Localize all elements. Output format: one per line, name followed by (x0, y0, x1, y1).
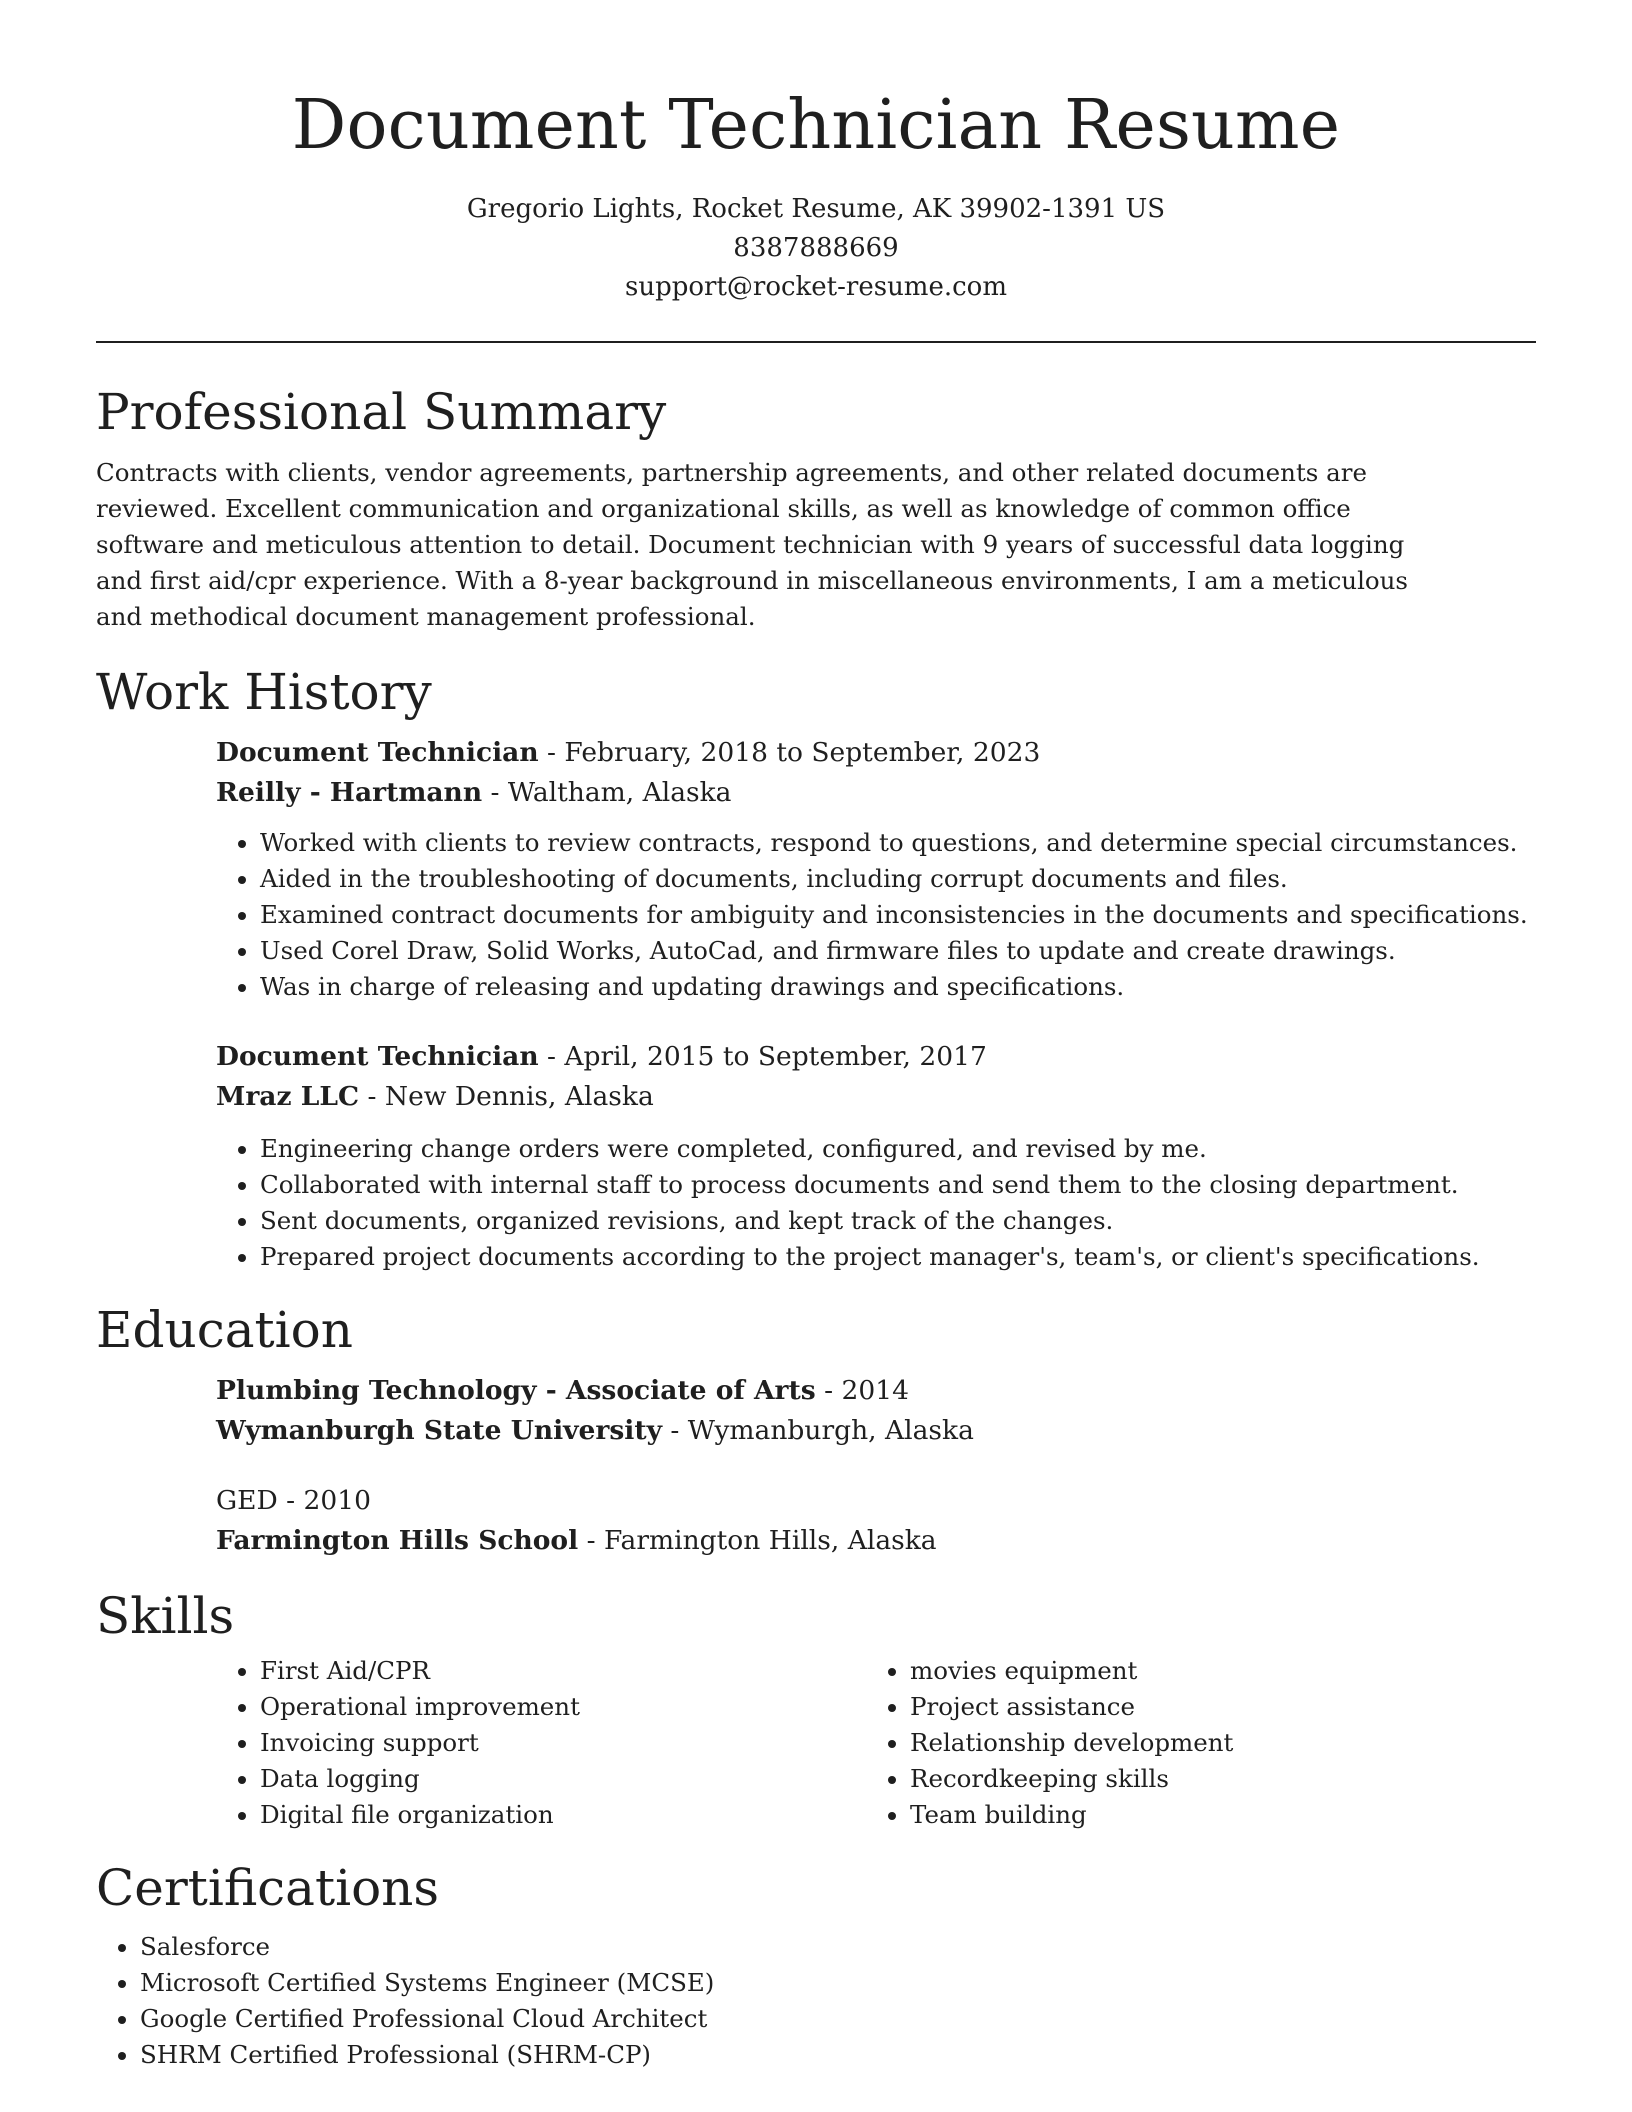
job-title: Document Technician (216, 1041, 539, 1072)
list-item: • SHRM Certified Professional (SHRM-CP) (140, 2037, 1536, 2073)
work-heading: Work History (96, 663, 432, 721)
list-item: • Salesforce (140, 1929, 1536, 1965)
certifications-list (96, 1929, 1536, 2073)
degree-year: GED - 2010 (216, 1485, 372, 1516)
resume-page (96, 0, 1536, 2073)
list-item: • Examined contract documents for ambiguity and inconsistencies in the documents and specifications. (260, 897, 1536, 933)
list-item: • Used Corel Draw, Solid Works, AutoCad, and firmware files to update and create drawings. (260, 933, 1536, 969)
list-item: • Data logging (260, 1761, 866, 1797)
list-item: • Recordkeeping skills (910, 1761, 1516, 1797)
list-item: • Digital file organization (260, 1797, 866, 1833)
list-item: • Prepared project documents according to the project manager's, team's, or client's specifications. (260, 1239, 1536, 1275)
job-title-line (216, 733, 1536, 773)
resume-title: Document Technician Resume (291, 86, 1341, 165)
job-company-line (216, 773, 1536, 813)
job-title: Document Technician (216, 737, 539, 768)
education-section (96, 1299, 1536, 1561)
list-item: • First Aid/CPR (260, 1653, 866, 1689)
list-item: • movies equipment (910, 1653, 1516, 1689)
skills-column-left (216, 1653, 866, 1833)
school-name: Farmington Hills School (216, 1525, 579, 1556)
list-item: • Project assistance (910, 1689, 1516, 1725)
job-bullets (216, 825, 1536, 1005)
list-item: • Operational improvement (260, 1689, 866, 1725)
skills-list-right (866, 1653, 1516, 1833)
contact-phone: 8387888669 (733, 233, 899, 263)
certifications-heading: Certifications (96, 1859, 440, 1917)
skills-heading: Skills (96, 1587, 235, 1645)
skills-column-right (866, 1653, 1516, 1833)
skills-section (96, 1585, 1536, 1833)
job-company: Mraz LLC (216, 1081, 360, 1112)
list-item: • Engineering change orders were completed, configured, and revised by me. (260, 1131, 1536, 1167)
skills-list-left (216, 1653, 866, 1833)
degree-name: Plumbing Technology - Associate of Arts (216, 1375, 816, 1406)
skills-grid (216, 1653, 1536, 1833)
job-title-line (216, 1037, 1536, 1077)
job-location: - Waltham, Alaska (482, 777, 732, 808)
contact-block (96, 190, 1536, 307)
list-item: • Was in charge of releasing and updating drawings and specifications. (260, 969, 1536, 1005)
list-item: • Worked with clients to review contracts, respond to questions, and determine special circumstances. (260, 825, 1536, 861)
school-line (216, 1411, 1536, 1451)
school-location: - Wymanburgh, Alaska (662, 1415, 974, 1446)
degree-line (216, 1481, 1536, 1521)
list-item: • Google Certified Professional Cloud Architect (140, 2001, 1536, 2037)
list-item: • Aided in the troubleshooting of documents, including corrupt documents and files. (260, 861, 1536, 897)
school-line (216, 1521, 1536, 1561)
resume-header (96, 0, 1536, 307)
certifications-section (96, 1857, 1536, 2073)
list-item: • Sent documents, organized revisions, and kept track of the changes. (260, 1203, 1536, 1239)
school-name: Wymanburgh State University (216, 1415, 662, 1446)
job-company-line (216, 1077, 1536, 1117)
education-entry (216, 1481, 1536, 1561)
list-item: • Team building (910, 1797, 1516, 1833)
list-item: • Relationship development (910, 1725, 1516, 1761)
degree-year: - 2014 (815, 1375, 909, 1406)
job-entry (216, 733, 1536, 1005)
job-bullets (216, 1131, 1536, 1275)
header-divider (96, 341, 1536, 343)
list-item: • Collaborated with internal staff to process documents and send them to the closing department. (260, 1167, 1536, 1203)
summary-heading: Professional Summary (96, 383, 667, 441)
job-company: Reilly - Hartmann (216, 777, 483, 808)
education-entry (216, 1371, 1536, 1451)
school-location: - Farmington Hills, Alaska (578, 1525, 937, 1556)
summary-text: Contracts with clients, vendor agreements, partnership agreements, and other related documents are reviewed. Excellent communication and organizational skills, as well as knowledge of common office software and meticulous attention to detail. Document technician with 9 years of successful data logging and first aid/cpr experience. With a 8-year background in miscellaneous environments, I am a meticulous and methodical document management professional. (96, 458, 1409, 631)
list-item: • Invoicing support (260, 1725, 866, 1761)
degree-line (216, 1371, 1536, 1411)
education-heading: Education (96, 1301, 353, 1359)
contact-email: support@rocket-resume.com (624, 272, 1007, 302)
job-dates: - April, 2015 to September, 2017 (538, 1041, 987, 1072)
summary-section (96, 381, 1536, 635)
list-item: • Microsoft Certified Systems Engineer (MCSE) (140, 1965, 1536, 2001)
job-dates: - February, 2018 to September, 2023 (538, 737, 1041, 768)
job-location: - New Dennis, Alaska (359, 1081, 654, 1112)
job-entry (216, 1037, 1536, 1275)
contact-address: Gregorio Lights, Rocket Resume, AK 39902-1391 US (466, 194, 1166, 224)
work-section (96, 661, 1536, 1275)
